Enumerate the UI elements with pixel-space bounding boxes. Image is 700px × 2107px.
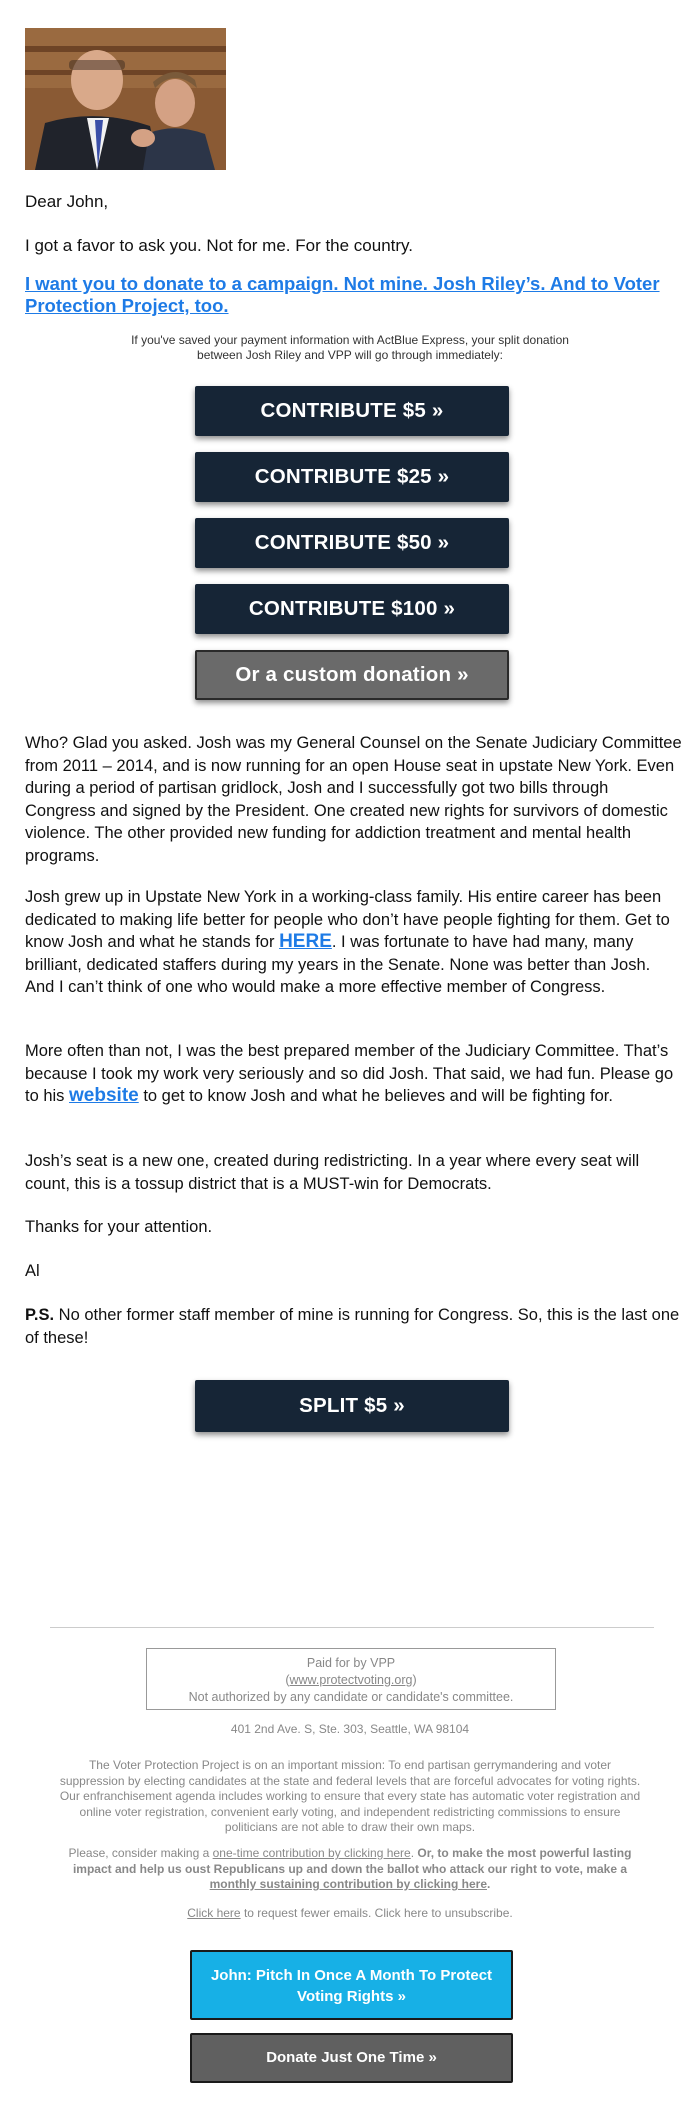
paragraph-judiciary: More often than not, I was the best prepared member of the Judiciary Committee. That’s because I took my work very seriously and so did Josh. That said, we had fun. Please go to his website to get to know Josh and what he believes and will be fighting for. (25, 1042, 674, 1106)
contribute-100-button[interactable]: CONTRIBUTE $100 » (195, 584, 509, 634)
contribute-25-button[interactable]: CONTRIBUTE $25 » (195, 452, 509, 502)
email-preferences: Click here to request fewer emails. Click here to unsubscribe. (187, 1906, 513, 1920)
contribute-5-button[interactable]: CONTRIBUTE $5 » (195, 386, 509, 436)
contribution-prompt: Please, consider making a one-time contribution by clicking here. Or, to make the most powerful lasting impact and help us oust Republicans up and down the ballot who attack our right to vote, make a monthly sustaining contribution by clicking here. (68, 1846, 632, 1891)
paragraph-who: Who? Glad you asked. Josh was my General Counsel on the Senate Judiciary Committee from 2011 – 2014, and is now running for an open House seat in upstate New York. Even during a period of partisan gridlock, Josh and I successfully got two bills through Congress and signed by the President. One created new rights for survivors of domestic violence. The other provided new funding for addiction treatment and mental health programs. (25, 734, 682, 865)
mailing-address: 401 2nd Ave. S, Ste. 303, Seattle, WA 98104 (230, 1722, 470, 1736)
signature: Al (25, 1262, 40, 1280)
contribute-50-button[interactable]: CONTRIBUTE $50 » (195, 518, 509, 568)
here-link[interactable]: HERE (279, 931, 332, 952)
portrait-image (25, 28, 226, 170)
custom-donation-button[interactable]: Or a custom donation » (195, 650, 509, 700)
paragraph-background: Josh grew up in Upstate New York in a working-class family. His entire career has been dedicated to making life better for people who don’t have people fighting for them. Get to know Josh and what he stands for HERE. I was fortunate to have had many, many brilliant, dedicated staffers during my years in the Senate. None was better than Josh. And I can’t think of one who would make a more effective member of Congress. (25, 888, 670, 996)
ps-label: P.S. (25, 1306, 55, 1324)
monthly-contribution-link[interactable]: monthly sustaining contribution by clicking here (209, 1877, 487, 1891)
actblue-express-note: If you've saved your payment information with ActBlue Express, your split donation between Josh Riley and VPP will go through immediately: (131, 333, 569, 362)
one-time-contribution-link[interactable]: one-time contribution by clicking here (212, 1846, 411, 1860)
headline-donate-link[interactable]: I want you to donate to a campaign. Not mine. Josh Riley’s. And to Voter Protection Project, too. (25, 273, 660, 316)
greeting: Dear John, (25, 192, 109, 211)
fewer-emails-link[interactable]: Click here (187, 1906, 241, 1920)
intro-line: I got a favor to ask you. Not for me. For the country. (25, 236, 414, 255)
paragraph-thanks: Thanks for your attention. (25, 1218, 213, 1236)
split-5-button[interactable]: SPLIT $5 » (195, 1380, 509, 1432)
paid-for-box: Paid for by VPP (www.protectvoting.org) Not authorized by any candidate or candidate's committee. (146, 1648, 556, 1710)
paid-by-text: Paid for by VPP (306, 1656, 396, 1670)
website-link[interactable]: website (69, 1085, 139, 1106)
monthly-donate-button[interactable]: John: Pitch In Once A Month To Protect Voting Rights » (190, 1950, 513, 2020)
not-authorized-text: Not authorized by any candidate or candidate's committee. (188, 1690, 514, 1704)
mission-statement: The Voter Protection Project is on an important mission: To end partisan gerrymandering and voter suppression by electing candidates at the state and federal levels that are forceful advocates for voting rights. Our enfranchisement agenda includes working to ensure that every state has automatic voter registration and online voter registration, convenient early voting, and independent redistricting commissions to ensure politicians are not able to draw their own maps. (59, 1758, 641, 1834)
postscript: P.S. No other former staff member of mine is running for Congress. So, this is the last one of these! (25, 1306, 680, 1347)
header-photo (25, 28, 226, 170)
one-time-donate-button[interactable]: Donate Just One Time » (190, 2033, 513, 2083)
paragraph-seat: Josh’s seat is a new one, created during redistricting. In a year where every seat will count, this is a tossup district that is a MUST-win for Democrats. (25, 1152, 640, 1193)
paid-url-link[interactable]: www.protectvoting.org (289, 1673, 413, 1687)
footer-divider (50, 1627, 654, 1628)
